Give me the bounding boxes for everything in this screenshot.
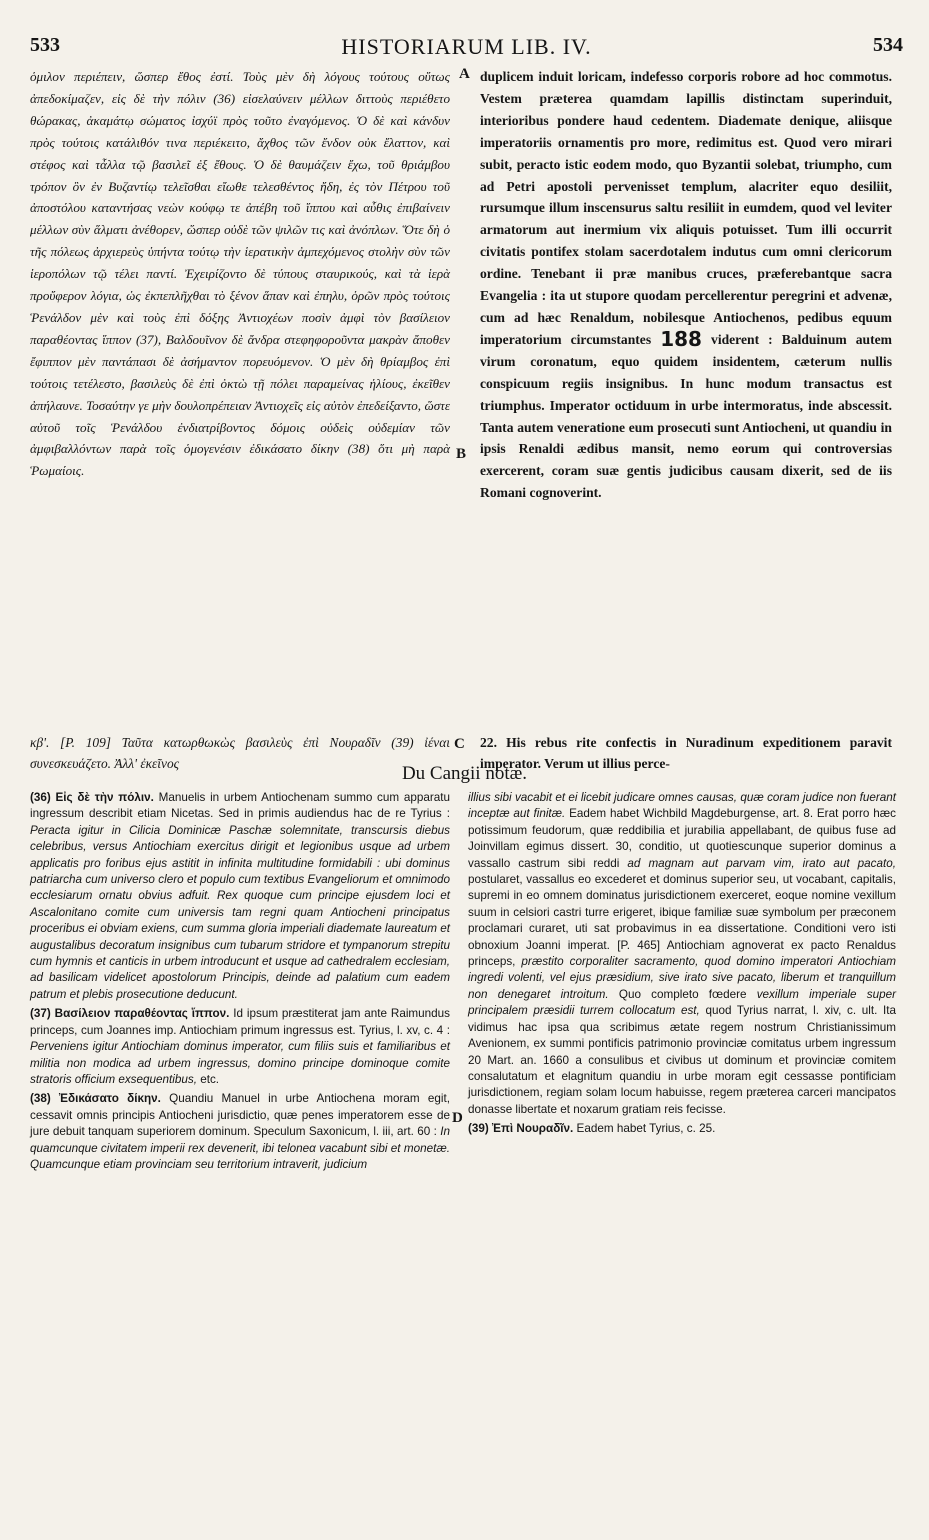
page-marker-number: 188 [660, 326, 702, 351]
running-header [30, 14, 903, 59]
note-36-text: Manuelis in urbem Antiochenam summo cum apparatu ingressum describit etiam Nicetas. Sed in primis audiendus hac de re Tyrius : [30, 791, 450, 821]
note-39-head: (39) Ἐπὶ Νουραδῖν. [468, 1122, 574, 1136]
page-number-left: 533 [30, 34, 60, 56]
note-39-text: Eadem habet Tyrius, c. 25. [576, 1122, 716, 1136]
note-37-end: etc. [200, 1072, 220, 1086]
note-38-quote: In quamcunque civitatem imperii rex devenerit, ibi teloneα vacabunt sibi et monetæ. Quamcunque etiam provinciam seu territorium intraverit, judicium [30, 1125, 451, 1171]
running-title: HISTORIARUM LIB. IV. [341, 34, 592, 59]
note-38-cont-quote: illius sibi vacabit et ei licebit judicare omnes causas, quæ coram judice non fuerant inceptæ aut finitæ. [468, 791, 896, 821]
note-36-head: (36) Εἰς δὲ τὴν πόλιν. [30, 791, 154, 804]
notes-heading: Du Cangii notæ. [401, 763, 528, 784]
greek-section-paragraph: κβ'. [P. 109] Ταῦτα κατωρθωκὼς βασιλεὺς ἐπὶ Νουραδῖν (39) ἰέναι συνεσκευάζετο. Ἀλλ' ἐκεῖνος [30, 735, 450, 771]
note-38-text: Quandiu Manuel in urbe Antiochena moram egit, cessavit omnis principis Antiocheni jurisdictio, quæ penes imperatorem esse de jure debuit tanquam superiorem dominum. Speculum Saxonicum, l. iii, art. 60 : [30, 1092, 450, 1139]
latin-text-part-1: duplicem induit loricam, indefesso corporis robore ad hoc commotus. Vestem præterea quamdam lapillis distinctam superinduit, interioribus pondere haud cedentem. Diademate denique, aliisque imperatoriis ornamentis pro more, redimitus est. Quod vero mirari subit, peracto istic eodem modo, quo Byzantii solebat, triumpho, cum ad Petri apostoli pervenisset templum, alacriter equo desiliit, rursumque illum inscensurus saltu resiliit in eumdem, quod vel leviter armatorum aut inermium vix aliquis potuisset. Tum illi occurrit civitatis pontifex stolam sacerdotalem indutus cum omni clericorum ordine. Tenebant ii præ manibus cruces, præferebantque sacra Evangelia : ita ut stupore quodam percellerentur peregrini et advenæ, cum ad hæc Renaldum, nobilesque Antiochenos, pedibus equum imperatorium circumstantes [480, 69, 892, 347]
note-36 [30, 790, 450, 1003]
notes-right-column [468, 790, 896, 1141]
note-37-text: Id ipsum præstiterat jam ante Raimundus princeps, cum Joannes imp. Antiochiam primum ingressus est. Tyrius, l. xv, c. 4 : [30, 1007, 451, 1037]
note-38-cont-text-4: quod Tyrius narrat, l. xiv, c. ult. Ita vidimus hac ipsa qua scribimus ætate regem nostrum Christianissimum Avenionem, ex summi pontificis patrimonio provinciæ comitatus urbem ingressum 20 Mart. an. 1660 a consulibus et civibus ut dominum et provinciæ comitem consalutatum et elagnitum quandiu in urbe moram egit cessasse pontificiam jurisdictionem, regiam solam locum habuisse, regem præterea carceri mancipatos donasse libertate et noxarum gratiam reis fecisse. [468, 1004, 897, 1116]
note-38-cont-text: Eadem habet Wichbild Magdeburgense, art. 8. Erat porro hæc potissimum feudorum, quæ reddibilia et jurabilia appellabant, de quibus fuse ad Joinvillam egimus dissert. 30, conditio, ut quotiescunque superior dominus a vassallo castrum sibi reddi [468, 807, 896, 870]
note-37 [30, 1006, 450, 1088]
margin-letter-a: A [459, 66, 470, 82]
latin-text-part-2: viderent : Balduinum autem virum coronatum, equo quidem insidentem, cæterum nullis conspicuum regiis insignibus. In hunc modum transactus est triumphus. Imperator octiduum in urbe intermoratus, inde abscessit. Tanta autem veneratione eum prosecuti sunt Antiocheni, ut quandiu in ipsis Renaldi ædibus mansit, nemo eorum qui controversias exercerent, coram suæ gentis judicibus causam dixerit, sed de iis Romani cognoverint. [480, 331, 892, 501]
note-38-cont-quote-3: præstito corporaliter sacramento, quod domino imperatori Antiochiam ingredi volenti, vel ejus præsidium, sive irato sive pacato, liberum et tranquillum non denegaret introitum. [468, 955, 896, 1001]
note-38-cont-quote-4: vexillum imperiale super principalem præsidii turrem collocatum est, [468, 987, 896, 1018]
latin-section-paragraph: 22. His rebus rite confectis in Nuradinum expeditionem paravit imperator. Verum ut illius perce- [480, 735, 892, 771]
note-37-quote: Perveniens igitur Antiochiam dominus imperator, cum filiis suis et familiaribus et militia non modica ad urbem ingressus, domino principe dominoque comite stratoris officium exsequentibus, [30, 1040, 450, 1086]
notes-left-column [30, 790, 450, 1176]
note-37-head: (37) Βασίλειον παραθέοντας ἵππον. [30, 1007, 230, 1021]
latin-text-column [480, 66, 892, 504]
note-39 [468, 1121, 896, 1137]
greek-text-column [30, 66, 450, 482]
note-38-cont-text-2: postularet, vassallus eo excederet et dominus superior seu, ut vocabant, capitalis, supremi in eo omnem dominatus jurisdictionem exerceret, eoque nomine vexillum suum in celsiori castri turre erigeret, ibique familiæ suæ symbolum per præconem proclamari curaret, uti sat probavimus in ea dissertatione. Conditioni vero isti obnoxium Joanni imperat. [P. 465] Antiochiam agnoverat ex pacto Renaldus princeps, [468, 873, 896, 969]
note-36-quote: Peracta igitur in Cilicia Dominicæ Paschæ solemnitate, transcursis diebus celebribus, versus Antiochiam exercitus dirigit et legionibus usque ad urbem applicatis pro foribus ejus astitit in infinita multitudine formidabili : ubi dominus patriarcha cum universo clero et populo cum textibus Evangeliorum et omnimodo ecclesiarum ornatu obvius adfuit. Rex quoque cum principe ejusdem loci et Ascalonitano comite cum universis tam regni quam Antiocheni principatus proceribus ei obviam exiens, cum summa gloria imperiali diademate laureatum et augustalibus decoratum insignibus cum tubarum stridore et tympanorum strepitu cum hymnis et canticis in urbem introducunt et usque ad cathedralem ecclesiam, ad basilicam videlicet apostolorum Principis, deinde ad palatium cum eadem patrum et plebis prosecutione deducunt. [30, 823, 450, 1001]
note-38-head: (38) Ἐδικάσατο δίκην. [30, 1092, 161, 1106]
margin-letter-d: D [452, 1110, 463, 1126]
margin-letter-b: B [456, 446, 467, 462]
latin-paragraph [480, 66, 892, 504]
page-number-right: 534 [873, 34, 903, 56]
margin-letter-c: C [454, 736, 465, 752]
note-38 [30, 1091, 450, 1173]
greek-paragraph: ὁμιλον περιέπειν, ὥσπερ ἔθος ἐστί. Τοὺς μὲν δὴ λόγους τούτους οὕτως ἀπεδοκίμαζεν, εἰς δὲ τὴν πόλιν (36) εἰσελαύνειν μέλλων διττοὺς περιέθετο θώρακας, ἀκαμάτῳ σώματος ἰσχύϊ πρὸς τοῦτο ἐναγόμενος. Ὁ δὲ καὶ κάνδυν πρὸς τούτοις κατάλιθόν τινα περιέκειτο, ἄχθος τῶν ἔνδον οὐκ ἔλαττον, καὶ στέφος καὶ τἆλλα τῷ βασιλεῖ ἐξ ἔθους. Ὁ δὲ θαυμάζειν ἔχω, τοῦ θριάμβου τρόπον ὃν ἐν Βυζαντίῳ τελεῖσθαι εἴωθε τελεσθέντος ἤδη, ἐς τὸν Πέτρου τοῦ ἀποστόλου καταντήσας νεὼν κούφῳ τε ἀπέβη τοῦ ἵππου καὶ αὖθις ἐπιβαίνειν μέλλων σὺν ἅλματι ἀνέθορεν, ὥσπερ οὐδὲ τῶν ψιλῶν τις καὶ ἀνόπλων. Ὅτε δὴ ὁ τῆς πόλεως ἀρχιερεὺς ὑπήντα τούτῳ τὴν ἱερατικὴν ἀμπεχόμενος στολὴν σὺν τῶν ἱεροπόλων τῷ τέλει παντί. Ἐχειρίζοντο δὲ τύπους σταυρικούς, καὶ τὰ ἱερὰ προὔφερον λόγια, ὡς ἐκπεπλῆχθαι τὸ ξένον ἅπαν καὶ ἐπηλυ, ὁρῶν πρὸς τούτοις Ῥενάλδον μὲν καὶ τοὺς ἐπὶ δόξης Ἀντιοχέων ποσὶν ἀμφὶ τὸν βασίλειον παραθέοντας ἵππον (37), Βαλδουῖνον δὲ ἄνδρα στεφηφοροῦντα μακρὰν ἄποθεν ἔφιππον μὲν παντάπασι δὲ ἀσήμαντον πορευόμενον. Ὁ μὲν δὴ θρίαμβος ἐπὶ τούτοις τετέλεστο, βασιλεὺς δὲ ἐπὶ ὀκτὼ τῇ πόλει παραμείνας ἡλίους, ἐκεῖθεν ἀπήλαυνε. Τοσαύτην γε μὴν δουλοπρέπειαν Ἀντιοχεῖς εἰς αὐτὸν ἐπεδείξαντο, ὥστε αὐτοῦ τοῖς Ῥενάλδου ἐνδιατρίβοντος δόμοις οὐδεὶς οὐδεμίαν τῶν ἀμφιβαλλόντων παρὰ τοῖς ὁμογενέσιν ἐδικάσατο δίκην (38) ὅτι μὴ παρὰ Ῥωμαίοις. [30, 69, 450, 479]
note-38-cont-quote-2: ad magnam aut parvam vim, irato aut pacato, [627, 856, 897, 870]
note-38-cont-text-3: Quo completo fœdere [618, 987, 747, 1001]
note-38-continued [468, 790, 896, 1118]
